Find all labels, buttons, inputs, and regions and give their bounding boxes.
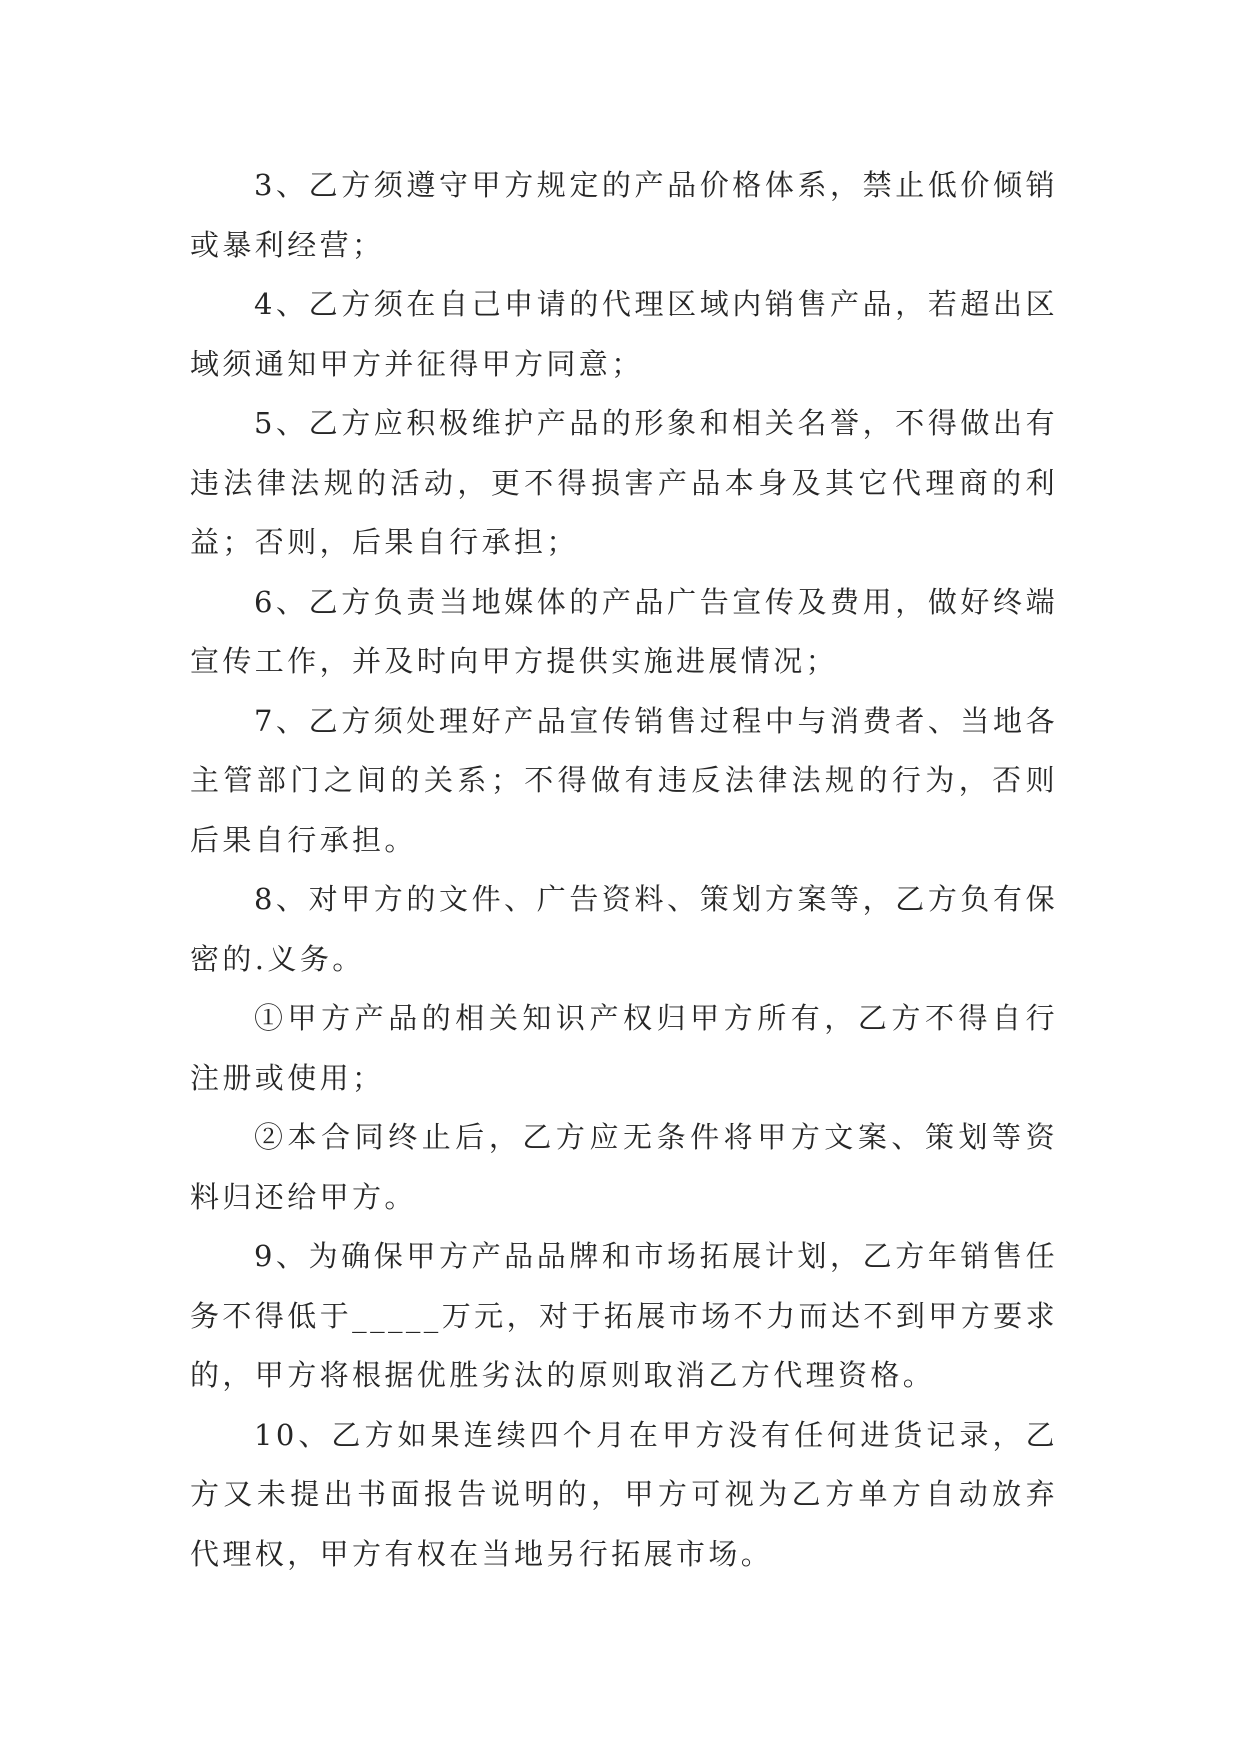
clause-8-sub-2: ②本合同终止后，乙方应无条件将甲方文案、策划等资料归还给甲方。: [190, 1120, 1058, 1214]
document-page: [190, 156, 1058, 1584]
clause-3: 3、乙方须遵守甲方规定的产品价格体系，禁止低价倾销或暴利经营；: [190, 168, 1058, 262]
clause-9: 9、为确保甲方产品品牌和市场拓展计划，乙方年销售任务不得低于_____万元，对于拓展市场不力而达不到甲方要求的，甲方将根据优胜劣汰的原则取消乙方代理资格。: [190, 1239, 1058, 1392]
clause-5: 5、乙方应积极维护产品的形象和相关名誉，不得做出有违法律法规的活动，更不得损害产品本身及其它代理商的利益；否则，后果自行承担；: [190, 406, 1058, 559]
clause-7: 7、乙方须处理好产品宣传销售过程中与消费者、当地各主管部门之间的关系；不得做有违反法律法规的行为，否则后果自行承担。: [190, 703, 1058, 857]
clause-10: 10、乙方如果连续四个月在甲方没有任何进货记录，乙方又未提出书面报告说明的，甲方可视为乙方单方自动放弃代理权，甲方有权在当地另行拓展市场。: [190, 1417, 1058, 1571]
clause-8-sub-1: ①甲方产品的相关知识产权归甲方所有，乙方不得自行注册或使用；: [190, 1001, 1058, 1095]
clause-6: 6、乙方负责当地媒体的产品广告宣传及费用，做好终端宣传工作，并及时向甲方提供实施进展情况；: [190, 584, 1058, 678]
clause-8: 8、对甲方的文件、广告资料、策划方案等，乙方负有保密的.义务。: [190, 882, 1058, 976]
clause-4: 4、乙方须在自己申请的代理区域内销售产品，若超出区域须通知甲方并征得甲方同意；: [190, 287, 1058, 381]
